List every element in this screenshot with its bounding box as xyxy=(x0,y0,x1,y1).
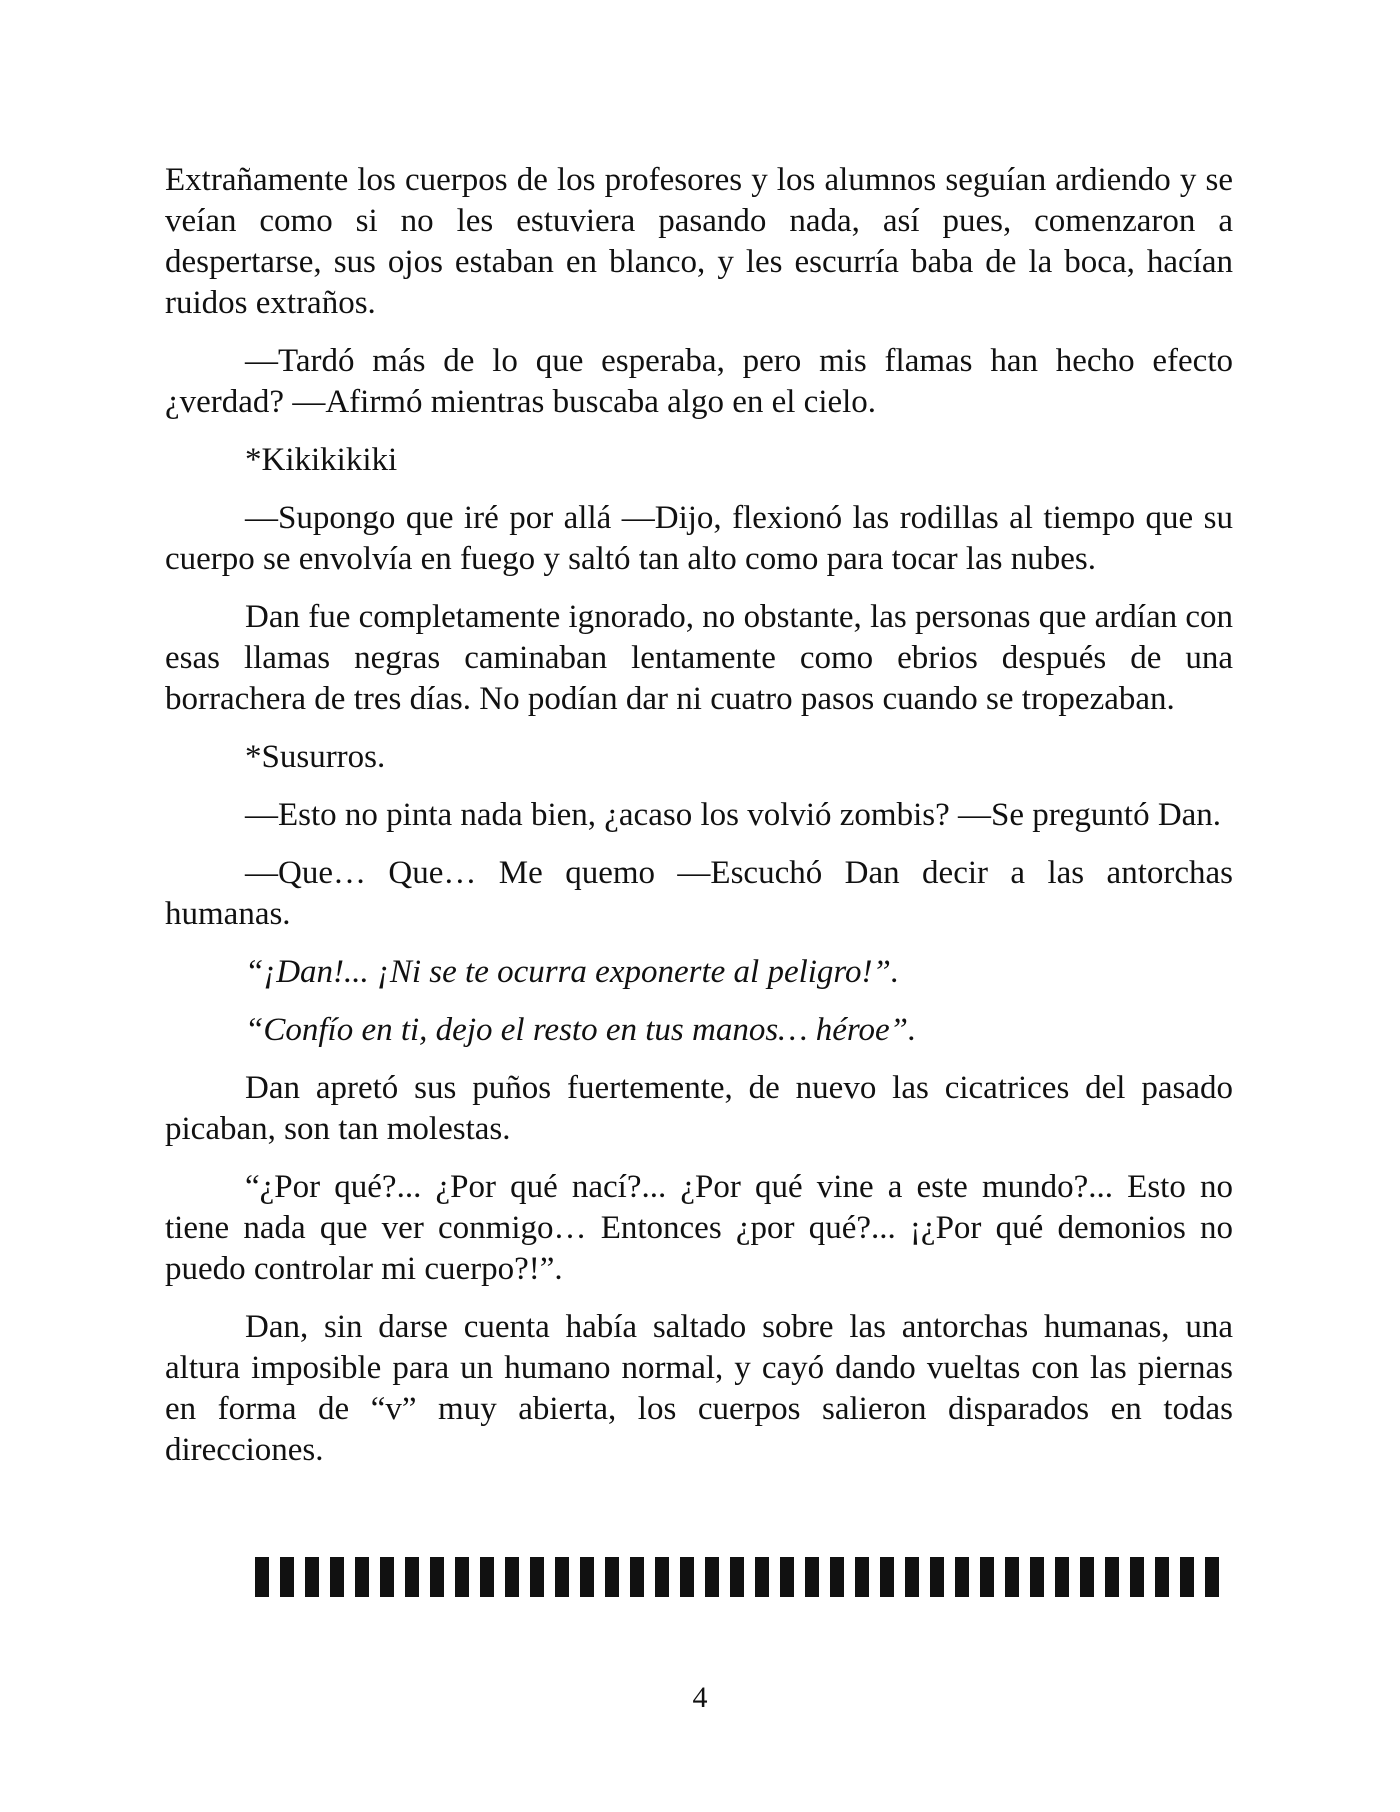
paragraph: Extrañamente los cuerpos de los profesores y los alumnos seguían ardiendo y se veían como si no les estuviera pasando nada, así pues, comenzaron a despertarse, sus ojos estaban en blanco, y les escurría baba de la boca, hacían ruidos extraños. xyxy=(165,162,1233,321)
separator-bar xyxy=(980,1557,994,1597)
separator-bar xyxy=(330,1557,344,1597)
separator-bar xyxy=(1205,1557,1219,1597)
separator-bar xyxy=(1130,1557,1144,1597)
sound-effect-line: *Susurros. xyxy=(245,739,386,775)
italic-quote: “Confío en ti, dejo el resto en tus manos… héroe”. xyxy=(245,1012,917,1048)
separator-bar xyxy=(705,1557,719,1597)
separator-bar xyxy=(630,1557,644,1597)
separator-bar xyxy=(1180,1557,1194,1597)
separator-bar xyxy=(1105,1557,1119,1597)
separator-bar xyxy=(530,1557,544,1597)
separator-bar xyxy=(780,1557,794,1597)
separator-bar xyxy=(930,1557,944,1597)
page-number: 4 xyxy=(692,1681,708,1714)
italic-quote: “¡Dan!... ¡Ni se te ocurra exponerte al peligro!”. xyxy=(245,954,900,990)
separator-bar xyxy=(1005,1557,1019,1597)
separator-bar xyxy=(430,1557,444,1597)
body-text xyxy=(165,160,1233,1488)
separator-bar xyxy=(655,1557,669,1597)
paragraph: Dan apretó sus puños fuertemente, de nuevo las cicatrices del pasado picaban, son tan molestas. xyxy=(165,1070,1233,1147)
separator-bar xyxy=(680,1557,694,1597)
separator-bar xyxy=(955,1557,969,1597)
separator-bar xyxy=(505,1557,519,1597)
sound-effect-line: *Kikikikiki xyxy=(245,442,398,478)
paragraph: —Supongo que iré por allá —Dijo, flexionó las rodillas al tiempo que su cuerpo se envolvía en fuego y saltó tan alto como para tocar las nubes. xyxy=(165,500,1233,577)
separator-bar xyxy=(1055,1557,1069,1597)
separator-bar xyxy=(1080,1557,1094,1597)
separator-bar xyxy=(455,1557,469,1597)
separator-bar xyxy=(605,1557,619,1597)
separator-bar xyxy=(555,1557,569,1597)
separator-bar xyxy=(805,1557,819,1597)
paragraph: —Esto no pinta nada bien, ¿acaso los volvió zombis? —Se preguntó Dan. xyxy=(245,797,1222,833)
paragraph: —Tardó más de lo que esperaba, pero mis flamas han hecho efecto ¿verdad? —Afirmó mientras buscaba algo en el cielo. xyxy=(165,343,1233,420)
separator-bar xyxy=(355,1557,369,1597)
paragraph: “¿Por qué?... ¿Por qué nací?... ¿Por qué vine a este mundo?... Esto no tiene nada que ver conmigo… Entonces ¿por qué?... ¡¿Por qué demonios no puedo controlar mi cuerpo?!”. xyxy=(165,1169,1233,1287)
paragraph: Dan fue completamente ignorado, no obstante, las personas que ardían con esas llamas negras caminaban lentamente como ebrios después de una borrachera de tres días. No podían dar ni cuatro pasos cuando se tropezaban. xyxy=(165,599,1233,717)
separator-bar xyxy=(830,1557,844,1597)
separator-bar xyxy=(305,1557,319,1597)
separator-bar xyxy=(730,1557,744,1597)
section-separator xyxy=(255,1557,1219,1597)
separator-bar xyxy=(405,1557,419,1597)
paragraph: —Que… Que… Me quemo —Escuchó Dan decir a las antorchas humanas. xyxy=(165,855,1233,932)
separator-bar xyxy=(880,1557,894,1597)
separator-bar xyxy=(755,1557,769,1597)
separator-bar xyxy=(380,1557,394,1597)
paragraph: Dan, sin darse cuenta había saltado sobre las antorchas humanas, una altura imposible para un humano normal, y cayó dando vueltas con las piernas en forma de “v” muy abierta, los cuerpos salieron disparados en todas direcciones. xyxy=(165,1309,1233,1468)
separator-bar xyxy=(480,1557,494,1597)
separator-bar xyxy=(1030,1557,1044,1597)
separator-bar xyxy=(905,1557,919,1597)
separator-bar xyxy=(255,1557,269,1597)
separator-bar xyxy=(580,1557,594,1597)
separator-bar xyxy=(855,1557,869,1597)
separator-bar xyxy=(280,1557,294,1597)
separator-bar xyxy=(1155,1557,1169,1597)
